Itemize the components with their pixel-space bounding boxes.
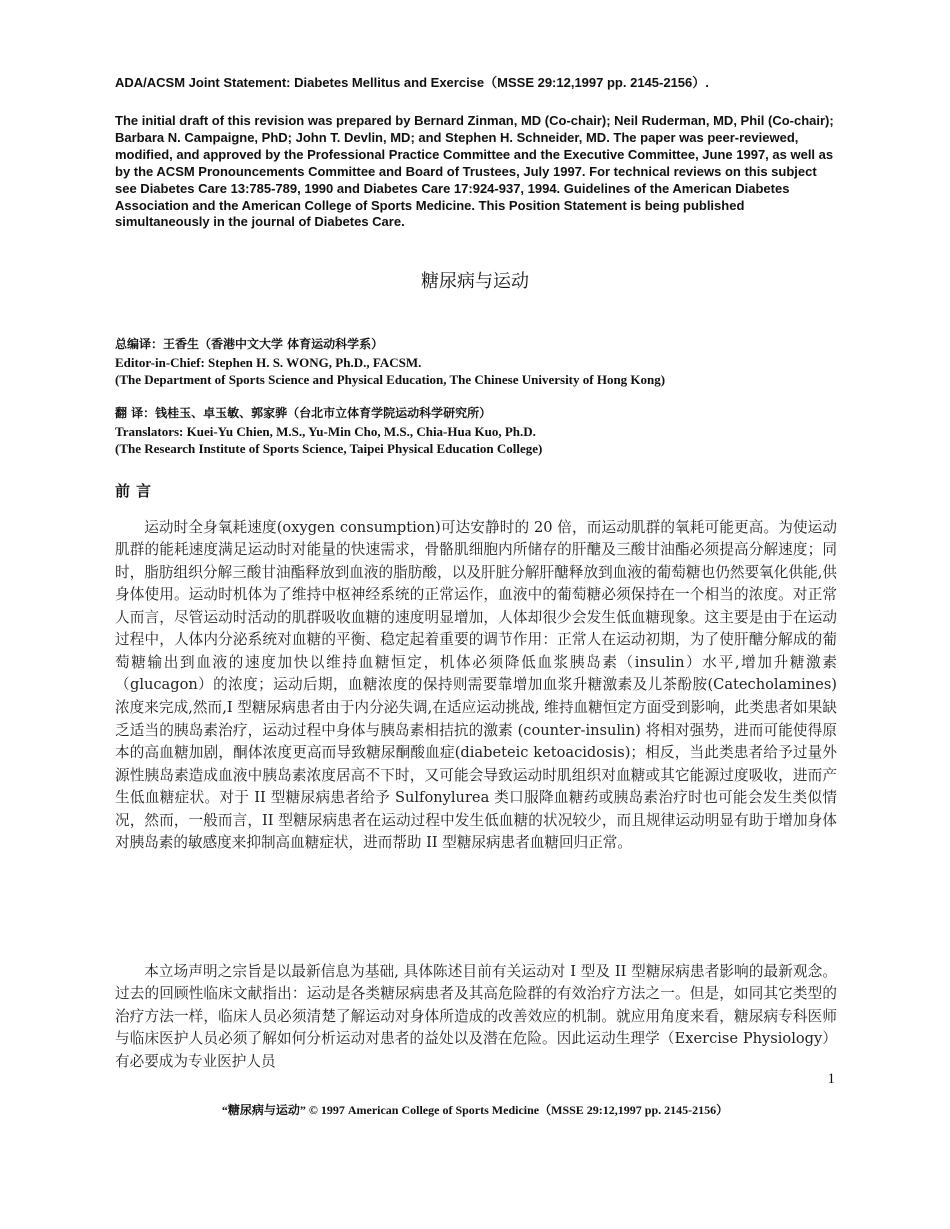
- preface-paragraph-2: 本立场声明之宗旨是以最新信息为基础, 具体陈述目前有关运动对 I 型及 II 型糖尿病患者影响的最新观念。过去的回顾性临床文献指出：运动是各类糖尿病患者及其高危险群的有效治疗方法之一。但是，如同其它类型的治疗方法一样，临床人员必须清楚了解运动对身体所造成的改善效应的机制。就应用角度来看，糖尿病专科医师与临床医护人员必须了解如何分析运动对患者的益处以及潜在危险。因此运动生理学（Exercise Physiology）有必要成为专业医护人员: [115, 962, 837, 1070]
- translators-chinese-line: 翻 译：钱桂玉、卓玉敏、郭家骅（台北市立体育学院运动科学研究所）: [115, 406, 492, 420]
- page-number: 1: [827, 1071, 835, 1087]
- translators-affiliation: (The Research Institute of Sports Science, Taipei Physical Education College): [115, 441, 543, 456]
- preface-heading: 前言: [115, 482, 158, 500]
- statement-header: ADA/ACSM Joint Statement: Diabetes Mellitus and Exercise（MSSE 29:12,1997 pp. 2145-2156）.: [115, 75, 709, 90]
- editor-affiliation: (The Department of Sports Science and Physical Education, The Chinese University of Hong Kong): [115, 372, 666, 387]
- preface-paragraph-1: 运动时全身氧耗速度(oxygen consumption)可达安静时的 20 倍，而运动肌群的氧耗可能更高。为使运动肌群的能耗速度满足运动时对能量的快速需求，骨骼肌细胞内所储存的肝醣及三酸甘油酯必须提高分解速度；同时，脂肪组织分解三酸甘油酯释放到血液的脂肪酸，以及肝脏分解肝醣释放到血液的葡萄糖也仍然要氧化供能,供身体使用。运动时机体为了维持中枢神经系统的正常运作，血液中的葡萄糖必须保持在一个相当的浓度。对正常人而言，尽管运动时活动的肌群吸收血糖的速度明显增加，人体却很少会发生低血糖现象。这主要是由于在运动过程中，人体内分泌系统对血糖的平衡、稳定起着重要的调节作用：正常人在运动初期，为了使肝醣分解成的葡萄糖输出到血液的速度加快以维持血糖恒定，机体必须降低血浆胰岛素（insulin）水平,增加升糖激素（glucagon）的浓度；运动后期，血糖浓度的保持则需要靠增加血浆升糖激素及儿茶酚胺(Catecholamines) 浓度来完成,然而,I 型糖尿病患者由于内分泌失调,在适应运动挑战, 维持血糖恒定方面受到影响，此类患者如果缺乏适当的胰岛素治疗，运动过程中身体与胰岛素相拮抗的激素 (counter-insulin) 将相对强势，进而可能使得原本的高血糖加剧，酮体浓度更高而导致糖尿酮酸血症(diabeteic ketoacidosis)；相反，当此类患者给予过量外源性胰岛素造成血液中胰岛素浓度居高不下时，又可能会导致运动时肌组织对血糖或其它能源过度吸收，进而产生低血糖症状。对于 II 型糖尿病患者给予 Sulfonylurea 类口服降血糖药或胰岛素治疗时也可能会发生类似情况，然而，一般而言，II 型糖尿病患者在运动过程中发生低血糖的状况较少，而且规律运动明显有助于增加身体对胰岛素的敏感度来抑制高血糖症状，进而帮助 II 型糖尿病患者血糖回归正常。: [115, 518, 837, 852]
- translator-credits: [115, 405, 835, 458]
- editor-english-line: Editor-in-Chief: Stephen H. S. WONG, Ph.D., FACSM.: [115, 354, 422, 370]
- translators-english-line: Translators: Kuei-Yu Chien, M.S., Yu-Min Cho, M.S., Chia-Hua Kuo, Ph.D.: [115, 423, 536, 439]
- editor-chinese-line: 总编译：王香生（香港中文大学 体育运动科学系）: [115, 337, 384, 351]
- page-footer: “糖尿病与运动” © 1997 American College of Sports Medicine（MSSE 29:12,1997 pp. 2145-2156）: [221, 1103, 729, 1117]
- intro-paragraph: The initial draft of this revision was prepared by Bernard Zinman, MD (Co-chair); Neil Ruderman, MD, Phil (Co-chair); Barbara N. Campaigne, PhD; John T. Devlin, MD; and Stephen H. Schneider, MD. The paper was peer-reviewed, modified, and approved by the Professional Practice Committee and the Executive Committee, June 1997, as well as by the ACSM Pronouncements Committee and Board of Trustees, July 1997. For technical reviews on this subject see Diabetes Care 13:785-789, 1990 and Diabetes Care 17:924-937, 1994. Guidelines of the American Diabetes Association and the American College of Sports Medicine. This Position Statement is being published simultaneously in the journal of Diabetes Care.: [115, 113, 834, 230]
- editor-credits: [115, 336, 835, 389]
- document-title: 糖尿病与运动: [421, 271, 529, 292]
